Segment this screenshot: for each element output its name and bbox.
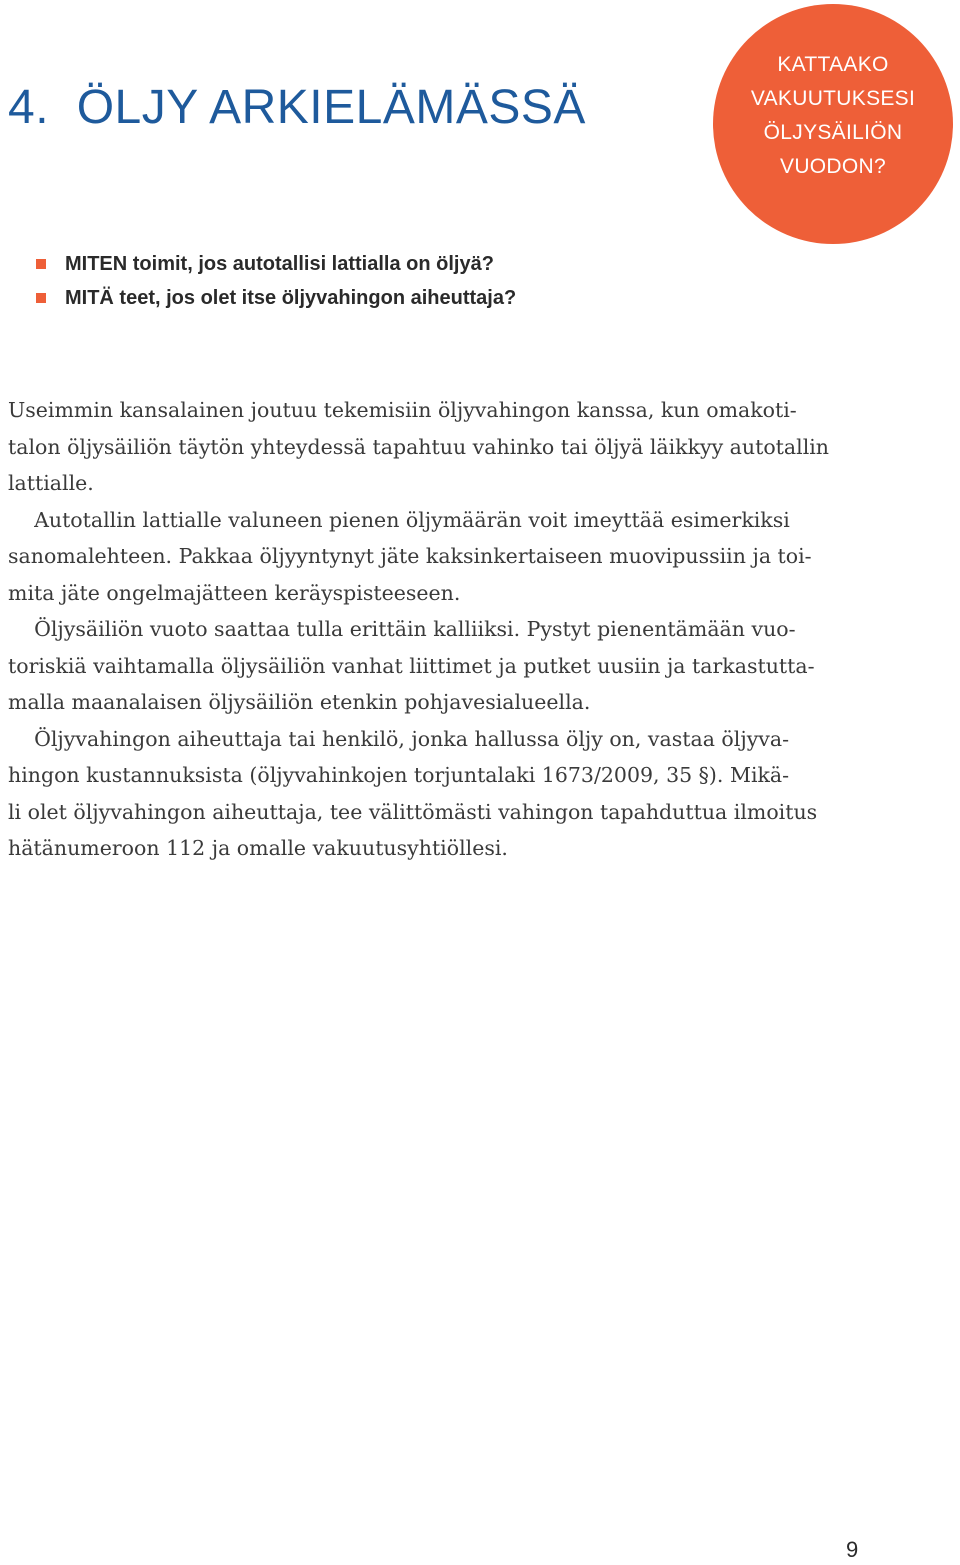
body-line: Öljyvahingon aiheuttaja tai henkilö, jonka hallussa öljy on, vastaa öljyva- [8, 726, 790, 751]
body-line: sanomalehteen. Pakkaa öljyyntynyt jäte kaksinkertaiseen muovipussiin ja toi- [8, 544, 812, 568]
callout-line: VUODON? [780, 155, 886, 178]
question-text: MITÄ teet, jos olet itse öljyvahingon aiheuttaja? [65, 286, 517, 309]
body-line: toriskiä vaihtamalla öljysäiliön vanhat liittimet ja putket uusiin ja tarkastutta- [8, 653, 815, 678]
page-title: 4. ÖLJY ARKIELÄMÄSSÄ [8, 81, 586, 134]
callout-line: VAKUUTUKSESI [750, 87, 916, 110]
callout-circle [713, 4, 953, 244]
question-item [36, 247, 516, 281]
body-line: talon öljysäiliön täytön yhteydessä tapahtuu vahinko tai öljyä läikkyy autotallin [8, 434, 830, 459]
body-line: Öljysäiliön vuoto saattaa tulla erittäin kalliiksi. Pystyt pienentämään vuo- [8, 617, 796, 641]
question-item [36, 281, 516, 315]
body-line: mita jäte ongelmajätteen keräyspisteeseen. [8, 580, 461, 605]
body-line: lattialle. [8, 471, 94, 495]
page-number: 9 [846, 1537, 859, 1562]
question-list [36, 247, 516, 315]
body-line: malla maanalaisen öljysäiliön etenkin pohjavesialueella. [8, 690, 591, 714]
square-bullet-icon [36, 259, 46, 269]
question-text: MITEN toimit, jos autotallisi lattialla on öljyä? [65, 252, 494, 275]
body-line: Useimmin kansalainen joutuu tekemisiin öljyvahingon kanssa, kun omakoti- [8, 398, 797, 422]
body-line: li olet öljyvahingon aiheuttaja, tee välittömästi vahingon tapahduttua ilmoitus [8, 799, 818, 824]
callout-line: ÖLJYSÄILIÖN [763, 121, 903, 144]
body-text [8, 392, 878, 867]
body-line: hätänumeroon 112 ja omalle vakuutusyhtiöllesi. [8, 836, 508, 860]
body-line: Autotallin lattialle valuneen pienen öljymäärän voit imeyttää esimerkiksi [8, 507, 790, 532]
body-line: hingon kustannuksista (öljyvahinkojen torjuntalaki 1673/2009, 35 §). Mikä- [8, 763, 790, 787]
callout-line: KATTAAKO [777, 53, 889, 76]
callout-text [751, 48, 915, 184]
square-bullet-icon [36, 293, 46, 303]
